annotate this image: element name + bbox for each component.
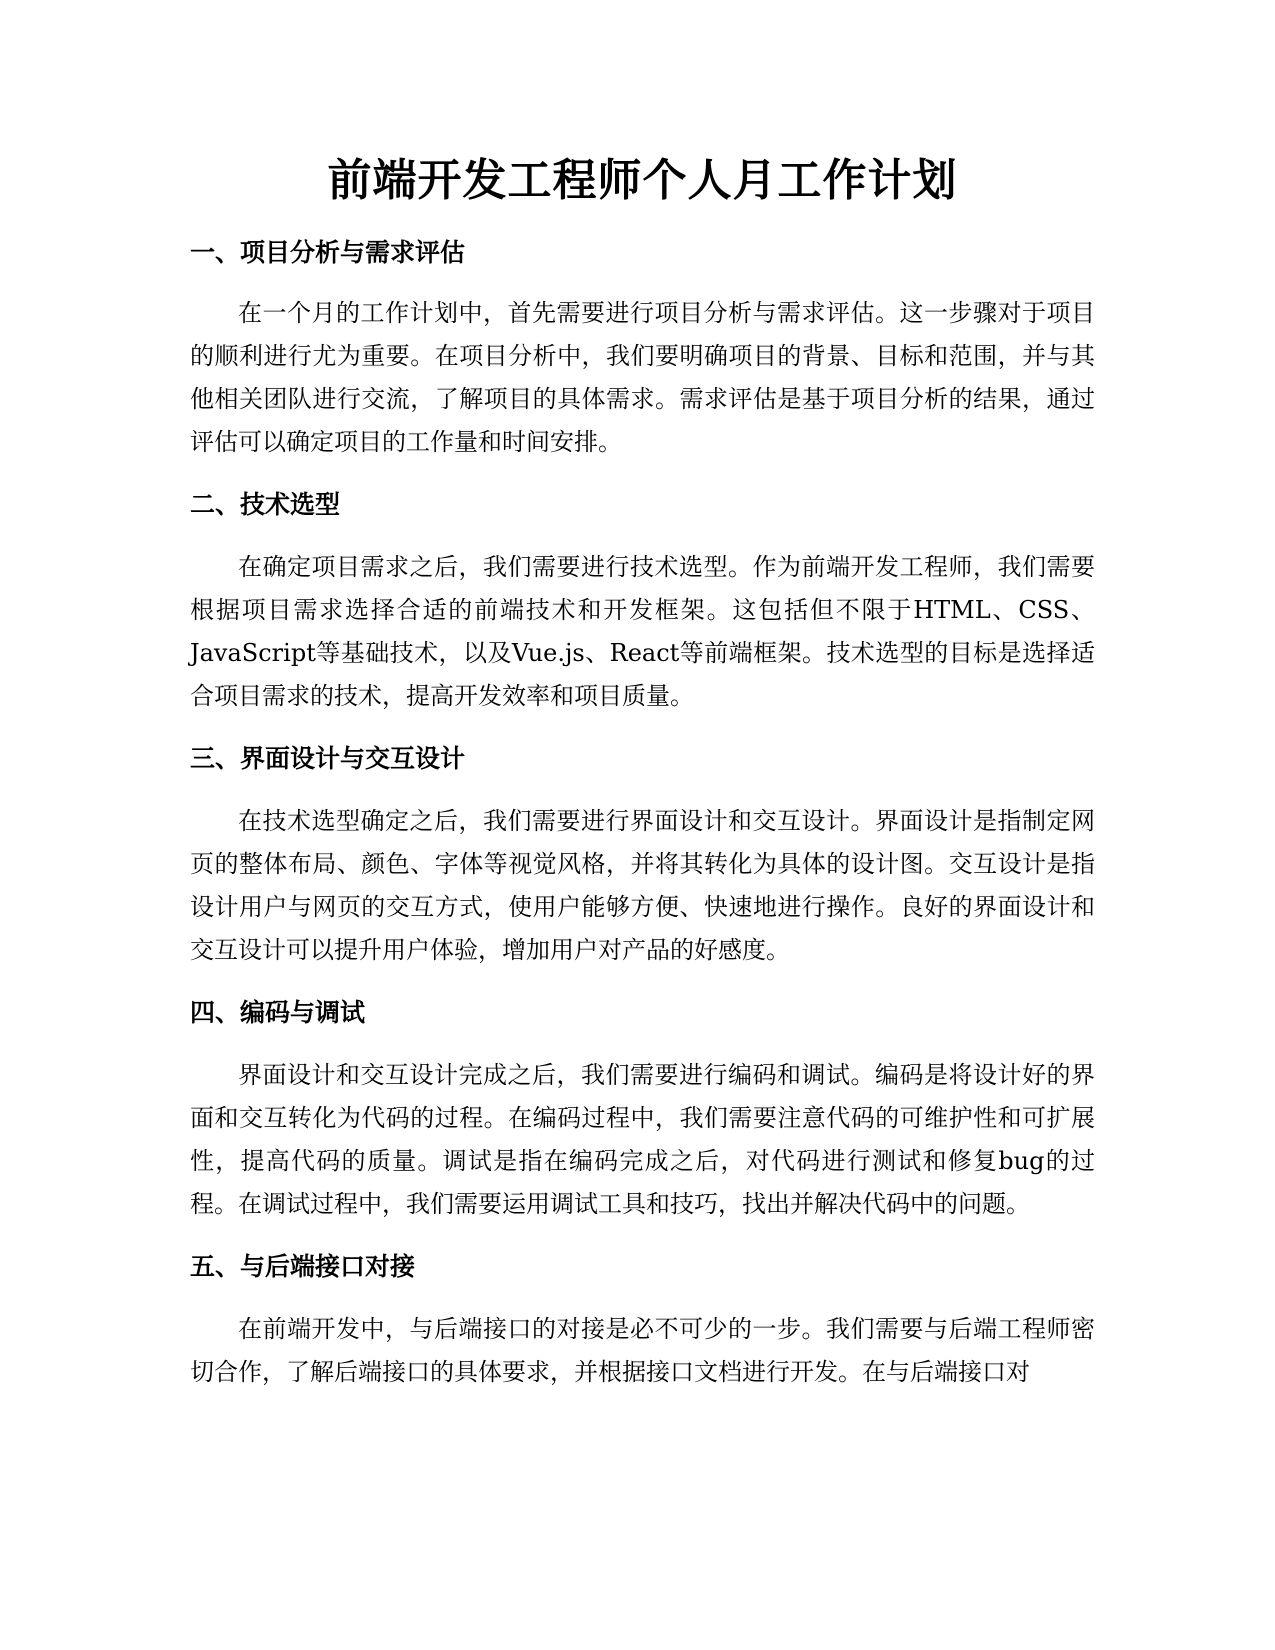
section-heading: 一、项目分析与需求评估 [190,238,466,267]
section-heading: 四、编码与调试 [190,998,366,1027]
section-paragraph: 在技术选型确定之后，我们需要进行界面设计和交互设计。界面设计是指制定网页的整体布局、颜色、字体等视觉风格，并将其转化为具体的设计图。交互设计是指设计用户与网页的交互方式，使用户能够方便、快速地进行操作。良好的界面设计和交互设计可以提升用户体验，增加用户对产品的好感度。 [190,807,1095,964]
section-paragraph: 界面设计和交互设计完成之后，我们需要进行编码和调试。编码是将设计好的界面和交互转化为代码的过程。在编码过程中，我们需要注意代码的可维护性和可扩展性，提高代码的质量。调试是指在编码完成之后，对代码进行测试和修复bug的过程。在调试过程中，我们需要运用调试工具和技巧，找出并解决代码中的问题。 [190,1061,1095,1218]
document-body [190,148,1095,1394]
section-tech-selection [190,486,1095,718]
section-heading: 三、界面设计与交互设计 [190,744,466,773]
section-paragraph: 在前端开发中，与后端接口的对接是必不可少的一步。我们需要与后端工程师密切合作，了解后端接口的具体要求，并根据接口文档进行开发。在与后端接口对 [190,1315,1095,1386]
section-backend-integration [190,1248,1095,1394]
document-title: 前端开发工程师个人月工作计划 [327,155,958,206]
section-ui-interaction-design [190,740,1095,972]
section-paragraph: 在确定项目需求之后，我们需要进行技术选型。作为前端开发工程师，我们需要根据项目需求选择合适的前端技术和开发框架。这包括但不限于HTML、CSS、JavaScript等基础技术，以及Vue.js、React等前端框架。技术选型的目标是选择适合项目需求的技术，提高开发效率和项目质量。 [190,553,1095,710]
section-paragraph: 在一个月的工作计划中，首先需要进行项目分析与需求评估。这一步骤对于项目的顺利进行尤为重要。在项目分析中，我们要明确项目的背景、目标和范围，并与其他相关团队进行交流，了解项目的具体需求。需求评估是基于项目分析的结果，通过评估可以确定项目的工作量和时间安排。 [190,299,1095,456]
section-project-analysis [190,234,1095,464]
section-coding-debugging [190,994,1095,1226]
section-heading: 二、技术选型 [190,490,341,519]
section-heading: 五、与后端接口对接 [190,1252,416,1281]
